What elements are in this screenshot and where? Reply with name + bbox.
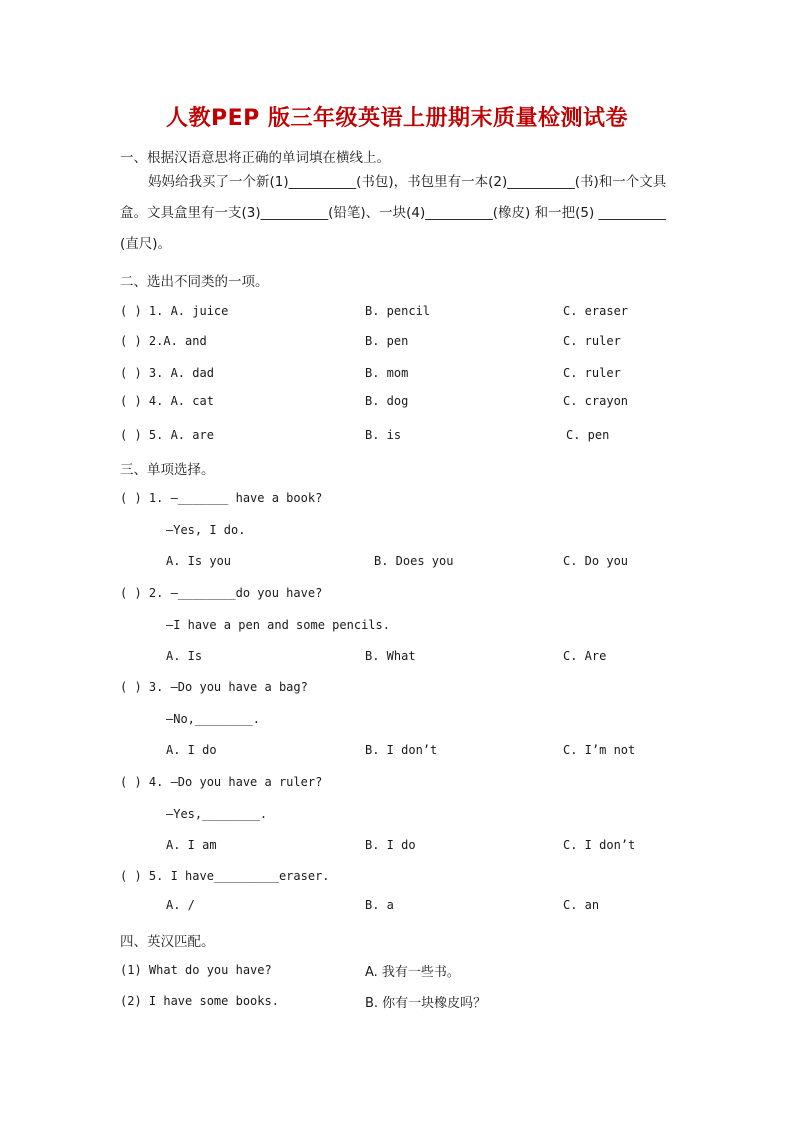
s3-q4: ( ) 4. —Do you have a ruler?	[120, 775, 323, 789]
s3-q1-answer: —Yes, I do.	[166, 523, 246, 537]
s2-q4-b: B. dog	[365, 394, 409, 408]
s3-q3-answer: —No,________.	[166, 712, 260, 726]
s2-q1-b: B. pencil	[365, 304, 431, 318]
s3-q5: ( ) 5. I have_________eraser.	[120, 869, 330, 883]
s3-q5-a: A. /	[166, 898, 195, 912]
s3-q2-b: B. What	[365, 649, 416, 663]
s3-q3: ( ) 3. —Do you have a bag?	[120, 680, 308, 694]
s3-q4-c: C. I don’t	[563, 838, 636, 852]
s3-q4-a: A. I am	[166, 838, 217, 852]
s3-q5-b: B. a	[365, 898, 394, 912]
s3-q3-c: C. I’m not	[563, 743, 636, 757]
section-1-paragraph: 妈妈给我买了一个新(1)__________(书包)，书包里有一本(2)__________(书)和一个文具盒。文具盒里有一支(3)__________(铅笔)、一块(4)__________(橡皮) 和一把(5) __________ (直尺)。	[120, 174, 667, 252]
s2-q1-c: C. eraser	[563, 304, 629, 318]
s3-q1-b: B. Does you	[374, 554, 454, 568]
s2-q2-c: C. ruler	[563, 334, 621, 348]
s3-q2-answer: —I have a pen and some pencils.	[166, 618, 390, 632]
s3-q1: ( ) 1. —_______ have a book?	[120, 491, 323, 505]
section-1-heading: 一、根据汉语意思将正确的单词填在横线上。	[120, 150, 390, 166]
s4-item2-en: (2) I have some books.	[120, 994, 279, 1008]
s2-q3-c: C. ruler	[563, 366, 621, 380]
section-3-heading: 三、单项选择。	[120, 462, 215, 478]
s2-q1: ( ) 1. A. juice	[120, 304, 229, 318]
s3-q5-c: C. an	[563, 898, 600, 912]
s4-item1-cn: A. 我有一些书。	[365, 965, 460, 980]
s2-q4-c: C. crayon	[563, 394, 629, 408]
s4-item2-cn: B. 你有一块橡皮吗？	[365, 996, 487, 1011]
s2-q5-c: C. pen	[566, 428, 610, 442]
s2-q4: ( ) 4. A. cat	[120, 394, 214, 408]
s3-q3-b: B. I don’t	[365, 743, 438, 757]
s3-q2-c: C. Are	[563, 649, 607, 663]
s2-q2-b: B. pen	[365, 334, 409, 348]
s2-q5-b: B. is	[365, 428, 402, 442]
s3-q2-a: A. Is	[166, 649, 203, 663]
page-title: 人教PEP 版三年级英语上册期末质量检测试卷	[166, 106, 628, 131]
s3-q1-a: A. Is you	[166, 554, 232, 568]
s3-q2: ( ) 2. —________do you have?	[120, 586, 323, 600]
section-4-heading: 四、英汉匹配。	[120, 934, 215, 950]
s2-q3-b: B. mom	[365, 366, 409, 380]
s3-q1-c: C. Do you	[563, 554, 629, 568]
s2-q5: ( ) 5. A. are	[120, 428, 214, 442]
s2-q2: ( ) 2.A. and	[120, 334, 207, 348]
s3-q4-b: B. I do	[365, 838, 416, 852]
s4-item1-en: (1) What do you have?	[120, 963, 272, 977]
s3-q3-a: A. I do	[166, 743, 217, 757]
s3-q4-answer: —Yes,________.	[166, 807, 268, 821]
section-2-heading: 二、选出不同类的一项。	[120, 274, 269, 290]
s2-q3: ( ) 3. A. dad	[120, 366, 214, 380]
